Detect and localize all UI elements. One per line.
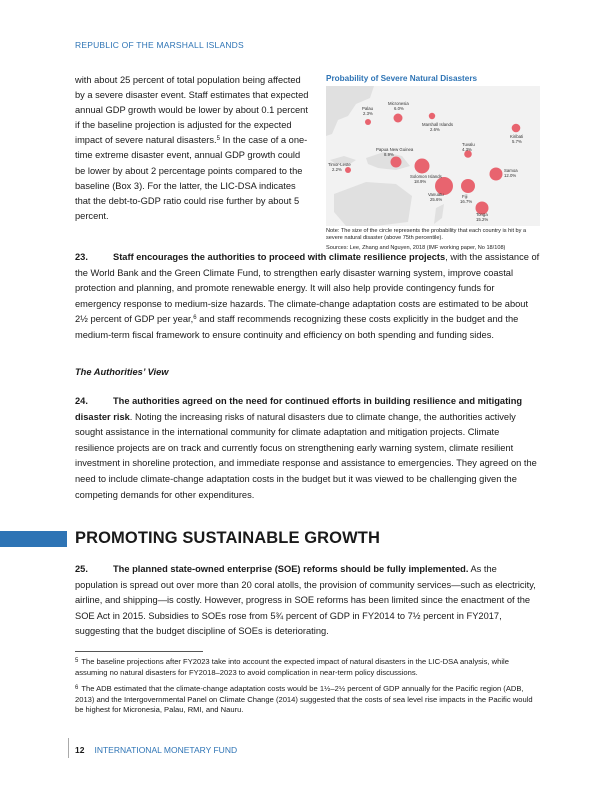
paragraph-25	[75, 562, 541, 640]
footnote-ref-6[interactable]: 6	[193, 315, 197, 322]
value-palau: 2.3%	[363, 111, 373, 116]
label-marshall-islands: Marshall Islands	[422, 122, 454, 127]
label-vanuatu: Vanuatu	[428, 192, 444, 197]
footer-rule	[68, 738, 69, 758]
intro-paragraph	[75, 73, 313, 224]
paragraph-number: 24.	[75, 396, 88, 406]
bubble-samoa	[490, 168, 503, 181]
bubble-papua-new-guinea	[391, 157, 402, 168]
label-tuvalu: Tuvalu	[462, 142, 475, 147]
footnote-text: The ADB estimated that the climate-change adaptation costs would be 1½–2½ percent of GDP annually for the Pacific region (ADB, 2013) and the Intergovernmental Panel on Climate Change (2014) suggested that the costs of sea level rise impacts in the Pacific would be highest for Micronesia, Palau, RMI, and Nauru.	[75, 684, 533, 715]
intro-text-b: In the case of a one-time extreme disaster event, annual GDP growth could be lower by about 2 percentage points compared to the baseline (Box 3). For the latter, the LIC-DSA indicates that the debt-to-GDP ratio could rise further by about 5 percent.	[75, 135, 308, 221]
value-kiribati: 5.7%	[512, 139, 522, 144]
paragraph-number: 23.	[75, 252, 88, 262]
value-micronesia: 6.0%	[394, 106, 404, 111]
bubble-micronesia	[394, 114, 403, 123]
bubble-kiribati	[512, 124, 521, 133]
bubble-timor-leste	[345, 167, 351, 173]
value-marshall-islands: 2.6%	[430, 127, 440, 132]
value-tonga: 15.2%	[476, 217, 489, 222]
paragraph-lead: The planned state-owned enterprise (SOE) reforms should be fully implemented.	[113, 564, 469, 574]
label-kiribati: Kiribati	[510, 134, 524, 139]
bubble-solomon-islands	[415, 159, 430, 174]
label-timor-leste: Timor-Leste	[328, 162, 351, 167]
value-timor-leste: 2.2%	[332, 167, 342, 172]
bubble-marshall-islands	[429, 113, 435, 119]
figure-note: Note: The size of the circle represents the probability that each country is hit by a severe natural disaster (above 75th percentile).	[326, 228, 527, 242]
publisher-name: INTERNATIONAL MONETARY FUND	[94, 745, 238, 755]
footnote-mark: 5	[75, 658, 79, 664]
paragraph-23	[75, 250, 541, 344]
value-samoa: 12.0%	[504, 173, 517, 178]
label-tonga: Tonga	[476, 212, 488, 217]
label-fiji: Fiji	[462, 194, 468, 199]
paragraph-text-b: and staff recommends recognizing these costs explicitly in the budget and the medium-term fiscal framework to ensure continuity and efficiency on both spending and funding sides.	[75, 314, 519, 340]
label-palau: Palau	[362, 106, 373, 111]
page-number: 12	[75, 745, 85, 755]
label-solomon-islands: Solomon Islands	[410, 174, 442, 179]
paragraph-number: 25.	[75, 564, 88, 574]
label-papua-new-guinea: Papua New Guinea	[376, 147, 414, 152]
label-micronesia: Micronesia	[388, 101, 409, 106]
value-solomon-islands: 18.9%	[414, 179, 427, 184]
intro-text-a: with about 25 percent of total population being affected by a severe disaster event. Staff estimates that expected annual GDP growth would be lower by about 0.1 percent if the baseline projection is adjusted for the expected impact of severe natural disasters.	[75, 75, 309, 146]
bubble-fiji	[461, 179, 475, 193]
bubble-palau	[365, 119, 371, 125]
section-heading: PROMOTING SUSTAINABLE GROWTH	[75, 529, 380, 547]
footnote-text: The baseline projections after FY2023 take into account the expected impact of natural disasters in the LIC-DSA analysis, while assuming no natural disasters for FY2018–2023 to avoid complication in near-term policy discussions.	[75, 657, 509, 677]
paragraph-text-a: , with the assistance of the World Bank and the Green Climate Fund, to strengthen early disaster warning system, improve coastal protection and planning, and promote renewable energy. It will also help provide contingency funds for emergency response to medium-size hazards. The climate-change adaptation costs are estimated to be about 2½ percent of GDP per year,	[75, 252, 540, 325]
section-accent-bar	[0, 531, 67, 547]
footnote-rule	[75, 651, 203, 652]
paragraph-lead: Staff encourages the authorities to proceed with climate resilience projects	[113, 252, 446, 262]
authorities-view-heading: The Authorities’ View	[75, 367, 169, 377]
figure-title: Probability of Severe Natural Disasters	[326, 74, 478, 83]
footnote-6	[75, 683, 543, 716]
running-header: REPUBLIC OF THE MARSHALL ISLANDS	[75, 40, 244, 50]
figure-sources: Sources: Lee, Zhang and Nguyen, 2018 (IMF working paper, No 18/108)	[326, 244, 506, 251]
value-papua-new-guinea: 8.9%	[384, 152, 394, 157]
value-fiji: 16.7%	[460, 199, 473, 204]
paragraph-lead: The authorities agreed on the need for continued efforts in building resilience and mitigating disaster risk	[75, 396, 523, 422]
footnote-5	[75, 656, 543, 678]
disaster-map-figure	[326, 74, 540, 252]
footnote-mark: 6	[75, 685, 79, 691]
value-tuvalu: 4.3%	[462, 147, 472, 152]
value-vanuatu: 25.6%	[430, 197, 443, 202]
paragraph-text: . Noting the increasing risks of natural disasters due to climate change, the authorities actively sought assistance in the international community for climate adaptation and mitigation projects. Climate resilience projects are on track and currently focus on strengthening early warning system, climate resilient investment in shoreline protection, and immediate response and assistance to emergencies. They agreed on the need to include climate-change adaptation costs in the budget but it was viewed to be challenging given the competing demands for other expenditures.	[75, 411, 537, 500]
page-footer	[75, 745, 237, 755]
label-samoa: Samoa	[504, 168, 518, 173]
footnote-ref-5[interactable]: 5	[216, 136, 220, 143]
paragraph-24	[75, 394, 541, 503]
pacific-map	[326, 86, 540, 226]
paragraph-text: As the population is spread out over more than 20 coral atolls, the provision of community services—such as electricity, airline, and shipping—is costly. However, progress in SOE reforms has been limited since the enactment of the SOE Act in 2015. Subsidies to SOEs rose from 5¾ percent of GDP in FY2014 to 7½ percent in FY2017, suggesting that the budget discipline of SOEs is deteriorating.	[75, 564, 536, 637]
